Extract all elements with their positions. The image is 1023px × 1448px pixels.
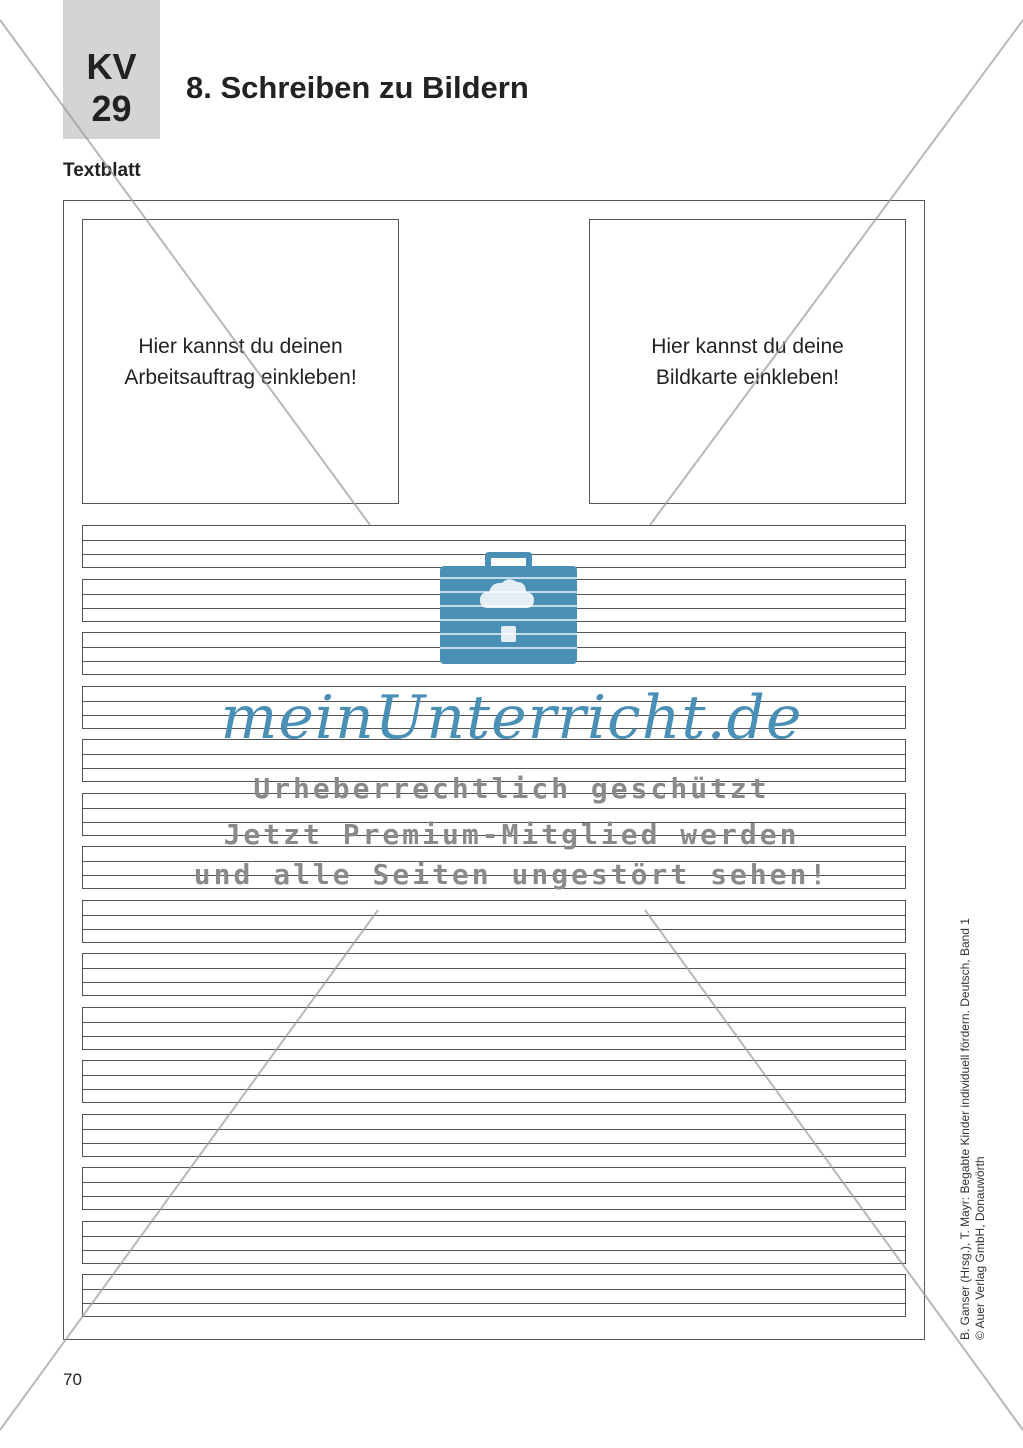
image-card-paste-box [589, 219, 906, 504]
task-paste-box [82, 219, 399, 504]
kv-badge [63, 0, 160, 139]
writing-line-group [82, 900, 906, 943]
writing-line-group [82, 1007, 906, 1050]
task-paste-instruction: Hier kannst du deinen Arbeitsauftrag einkleben! [124, 334, 357, 389]
writing-line-group [82, 1167, 906, 1210]
writing-line-group [82, 1060, 906, 1103]
writing-line-group [82, 953, 906, 996]
section-label: Textblatt [63, 160, 141, 181]
kv-number: 29 [91, 88, 132, 129]
writing-line-group [82, 1114, 906, 1157]
page-title: 8. Schreiben zu Bildern [186, 70, 529, 105]
briefcase-cloud-icon [440, 552, 577, 664]
page-number: 70 [63, 1370, 82, 1389]
publisher-credit [958, 918, 988, 1340]
writing-line-group [82, 1274, 906, 1317]
watermark-copyright: Urheberrechtlich geschützt [253, 772, 770, 805]
watermark-premium-cta: Jetzt Premium-Mitglied werden [223, 818, 800, 851]
credit-authors: B. Ganser (Hrsg.), T. Mayr: Begabte Kinder individuell fördern. Deutsch, Band 1 [958, 918, 972, 1340]
writing-line-group [82, 1221, 906, 1264]
kv-label: KV [86, 46, 137, 87]
credit-publisher: © Auer Verlag GmbH, Donauwörth [973, 1156, 987, 1340]
image-card-paste-instruction: Hier kannst du deine Bildkarte einkleben! [651, 334, 844, 389]
watermark-brand: meinUnterricht.de [220, 683, 803, 753]
watermark-premium-note: und alle Seiten ungestört sehen! [193, 858, 830, 891]
